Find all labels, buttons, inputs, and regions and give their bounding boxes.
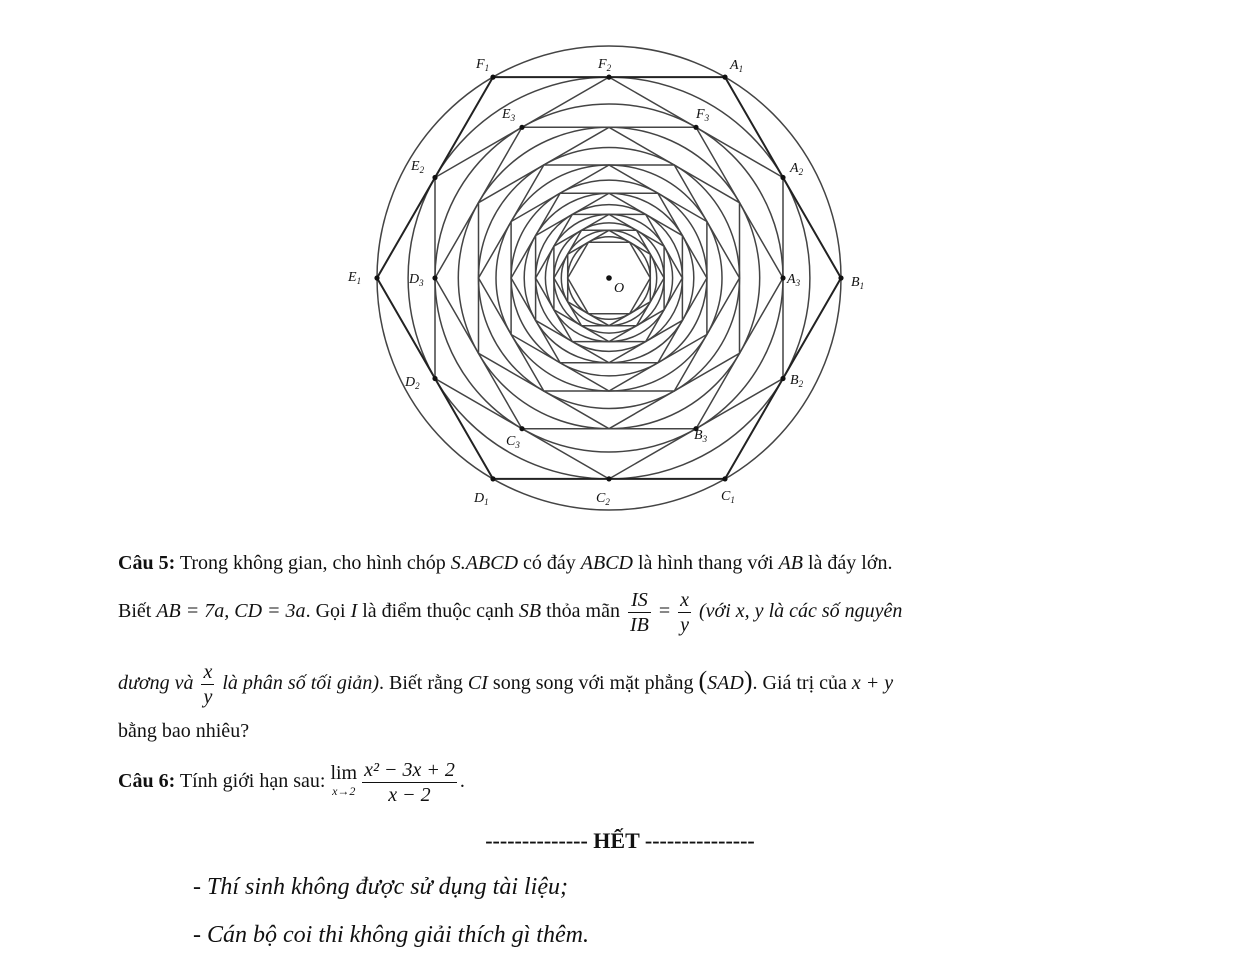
label-A3: $A_3$ [787,272,801,288]
label-E3: $E_3$ [502,107,516,123]
vertex-point [838,275,843,280]
q5-math: AB [778,552,803,574]
label-F3: $F_3$ [696,107,710,123]
label-D2: $D_2$ [405,375,420,391]
q5-text: là hình thang với [633,552,779,574]
q5-math: x + y [851,672,894,694]
labeled-points [374,75,843,482]
q5-text: . Gọi [305,600,351,622]
fraction-x-y: $\frac{x}{y}$ [680,588,690,636]
limit-fraction: $\frac{\text{x² − 3x + 2}}{x - 2}$ [364,758,455,806]
vertex-point [490,476,495,481]
q5-text: có đáy [518,552,581,574]
vertex-point [606,75,611,80]
question-6 [118,748,1128,814]
vertex-point [490,75,495,80]
label-B2: $B_2$ [790,373,804,389]
label-F2: $F_2$ [598,57,612,73]
paren-close: ) [743,666,753,695]
q5-label: Câu 5: [118,552,176,574]
label-D1: $D_1$ [474,491,489,507]
q5-text: là các số nguyên [763,600,903,622]
vertex-point [519,125,524,130]
label-D3: $D_3$ [409,272,424,288]
vertex-point [780,175,785,180]
label-E1: $E_1$ [348,270,362,286]
vertex-point [693,125,698,130]
q5-math: SAD [707,672,744,694]
q5-text: thỏa mãn [541,600,625,622]
label-E2: $E_2$ [411,159,425,175]
vertex-point [374,275,379,280]
end-marker: -------------- HẾT --------------- [485,828,755,853]
label-B1: $B_1$ [851,275,865,291]
label-C1: $C_1$ [721,489,735,505]
q5-text: (với [694,600,736,622]
vertex-point [432,376,437,381]
q5-text: Biết [118,600,157,622]
q5-text: Trong không gian, cho hình chóp [175,552,451,574]
q5-math: x, y [735,600,764,622]
paren-open: ( [698,666,708,695]
q5-text: . Biết rằng [379,672,468,694]
vertex-point [432,275,437,280]
question-5-line-2 [118,580,1128,642]
vertex-point [519,426,524,431]
q5-text: là phân số tối giản) [217,672,380,694]
vertex-point [722,75,727,80]
vertex-point [722,476,727,481]
label-O: O [614,281,625,296]
label-A2: $A_2$ [790,161,804,177]
vertex-point [780,275,785,280]
equals-sign: = [653,600,676,622]
q5-math: I [350,600,358,622]
question-5-line-4 [118,716,1128,746]
question-5 [118,548,1128,578]
q6-end: . [459,770,465,792]
q6-label: Câu 6: [118,770,176,792]
label-C3: $C_3$ [506,434,520,450]
geometry-figure [330,40,890,520]
q5-text: dương và [118,672,199,694]
q5-math: CI [467,672,488,694]
q5-math: SB [518,600,542,622]
q5-text: . Giá trị của [752,672,852,694]
label-F1: $F_1$ [476,57,490,73]
vertex-point [432,175,437,180]
fraction-is-ib: $\frac{IS}{IB}$ [629,588,649,636]
label-B3: $B_3$ [694,428,708,444]
note-1: - Thí sinh không được sử dụng tài liệu; [193,874,568,900]
q5-text: là đáy lớn. [803,552,893,574]
q5-text: song song với mặt phẳng [487,672,699,694]
q6-text: Tính giới hạn sau: [175,770,331,792]
label-A1: $A_1$ [730,58,744,74]
point-labels [347,57,864,507]
vertex-point [606,476,611,481]
q5-math: ABCD [580,552,633,574]
vertex-point [780,376,785,381]
q5-math: S.ABCD [450,552,519,574]
limit-operator: lim x→2 [330,762,358,799]
q5-text: bằng bao nhiêu? [118,720,250,742]
q5-math: AB = 7a, CD = 3a [156,600,306,622]
note-2: - Cán bộ coi thi không giải thích gì thêm. [193,922,589,948]
question-5-line-3 [118,650,1128,712]
fraction-x-y-2: $\frac{x}{y}$ [203,660,213,708]
center-point [606,275,612,281]
label-C2: $C_2$ [596,491,610,507]
q5-text: là điểm thuộc cạnh [357,600,519,622]
